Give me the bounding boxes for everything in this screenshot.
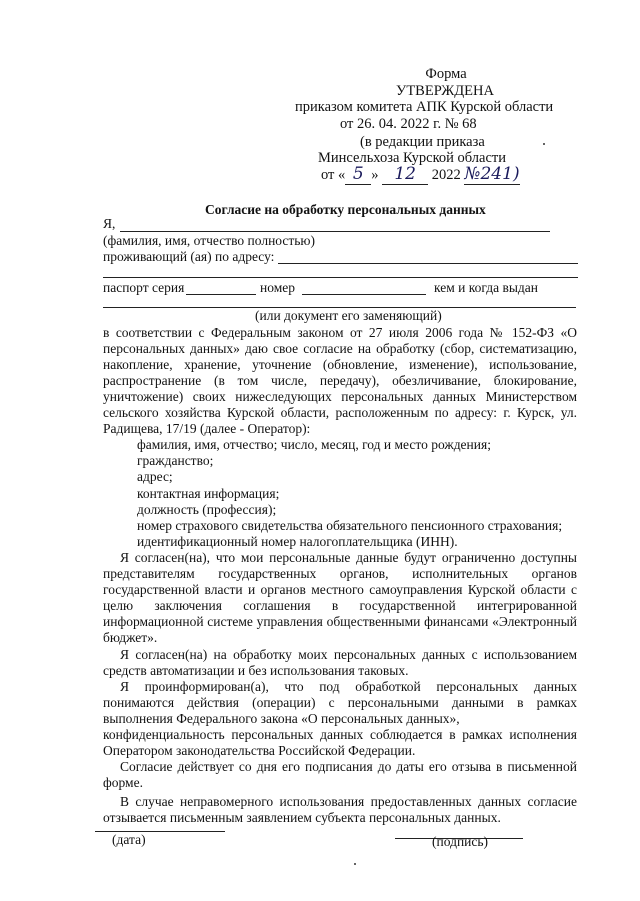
p7-line-1: В случае неправомерного использования предоставленных данных согласие	[120, 794, 577, 809]
list-item: номер страхового свидетельства обязательного пенсионного страхования;	[137, 518, 563, 533]
handwritten-day: 5	[345, 164, 371, 185]
address-label: проживающий (ая) по адресу:	[103, 249, 275, 264]
p2-line-6: бюджет».	[103, 630, 158, 645]
p7-line-2: отзывается письменным заявлением субъекта персональных данных.	[103, 810, 501, 825]
p3-line-1: Я согласен(на) на обработку моих персональных данных с использованием	[120, 647, 577, 662]
p4-line-1: Я проинформирован(а), что под обработкой персональных данных	[120, 679, 577, 694]
scan-dot	[354, 863, 356, 865]
handwritten-number: №241)	[464, 164, 520, 184]
form-label: Форма	[425, 66, 467, 82]
p1-line-6: сельского хозяйства Курской области, расположенным по адресу: г. Курск, ул.	[103, 405, 577, 420]
quote-close: »	[371, 167, 379, 183]
p4-line-3: выполнения Федерального закона «О персональных данных»,	[103, 711, 460, 726]
p1-line-1: в соответствии с Федеральным законом от 27 июля 2006 года № 152-ФЗ «О	[103, 325, 577, 340]
approved-label: УТВЕРЖДЕНА	[396, 83, 494, 99]
passport-series-label: паспорт серия	[103, 280, 185, 295]
p2-line-1: Я согласен(на), что мои персональные данные будут ограниченно доступны	[120, 550, 577, 565]
p2-line-3: государственной власти и органов местного самоуправления Курской области с	[103, 582, 577, 597]
order-line: приказом комитета АПК Курской области	[295, 99, 554, 115]
list-item: адрес;	[137, 469, 173, 484]
issued-by-label: кем и когда выдан	[434, 280, 538, 295]
revision-date-line	[321, 164, 520, 185]
signature-label: (подпись)	[432, 834, 489, 849]
revision-line-2: Минсельхоза Курской области	[318, 150, 506, 166]
p3-line-2: средств автоматизации и без использования таковых.	[103, 663, 409, 678]
p6-line-2: форме.	[103, 775, 143, 790]
ya-label: Я,	[103, 216, 116, 231]
address-line-2[interactable]	[103, 277, 578, 278]
p2-line-2: представителям государственных органов, исполнительных органов	[103, 566, 577, 581]
revision-year: 2022	[431, 167, 461, 183]
list-item: контактная информация;	[137, 486, 280, 501]
p2-line-4: целю заключения соглашения в государственной интегрированной	[103, 598, 577, 613]
page-title: Согласие на обработку персональных данных	[205, 202, 486, 217]
fio-line[interactable]	[120, 231, 550, 232]
list-item: фамилия, имя, отчество; число, месяц, год и место рождения;	[137, 437, 491, 452]
list-item: гражданство;	[137, 453, 214, 468]
p1-line-3: накопление, хранение, уточнение (обновление, изменение), использование,	[103, 357, 577, 372]
p5-line-1: конфиденциальность персональных данных соблюдается в рамках исполнения	[103, 727, 577, 742]
list-item: идентификационный номер налогоплательщика (ИНН).	[137, 534, 458, 549]
p6-line-1: Согласие действует со дня его подписания до даты его отзыва в письменной	[120, 759, 577, 774]
fio-caption: (фамилия, имя, отчество полностью)	[103, 233, 316, 248]
p1-line-5: уничтожение) своих нижеследующих персональных данных Министерством	[103, 389, 577, 404]
p4-line-2: понимаются действия (операции) с персональными данными в рамках	[103, 695, 577, 710]
p1-line-2: персональных данных» даю свое согласие на обработку (сбор, систематизацию,	[103, 341, 577, 356]
order-date: от 26. 04. 2022 г. № 68	[340, 116, 477, 132]
quote-open: «	[338, 167, 346, 183]
doc-caption: (или документ его заменяющий)	[255, 308, 442, 323]
p5-line-2: Оператором законодательства Российской Федерации.	[103, 743, 416, 758]
date-label: (дата)	[112, 832, 146, 847]
scan-dot	[543, 143, 545, 145]
p1-line-4: распространение (в том числе, передачу), обезличивание, блокирование,	[103, 373, 577, 388]
handwritten-month: 12	[382, 164, 428, 185]
list-item: должность (профессия);	[137, 502, 277, 517]
revision-from: от	[321, 167, 335, 183]
passport-series-line[interactable]	[186, 294, 256, 295]
passport-number-line[interactable]	[302, 294, 426, 295]
p2-line-5: информационной системе управления общественными финансами «Электронный	[103, 614, 577, 629]
p1-line-7: Радищева, 17/19 (далее - Оператор):	[103, 421, 311, 436]
passport-number-label: номер	[260, 280, 296, 295]
revision-line-1: (в редакции приказа	[360, 134, 485, 150]
address-line-1[interactable]	[278, 263, 578, 264]
